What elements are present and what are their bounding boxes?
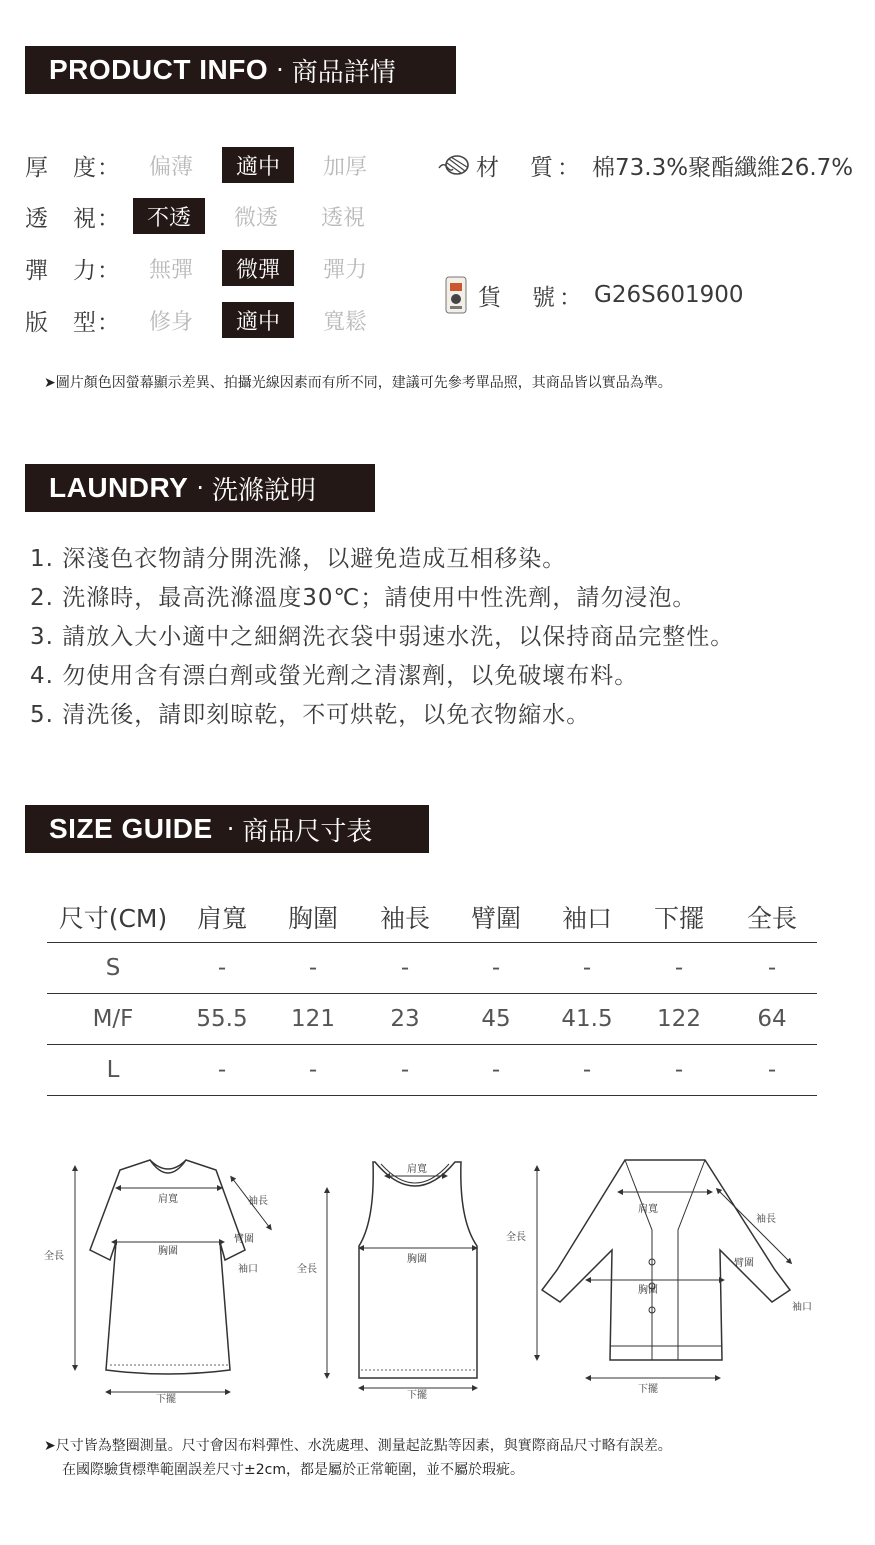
banner-title-en: LAUNDRY xyxy=(49,472,189,503)
table-cell: - xyxy=(631,1044,727,1095)
size-note-line2 xyxy=(62,1459,524,1479)
table-cell: - xyxy=(179,1044,265,1095)
column-header: 袖口 xyxy=(543,892,631,942)
attribute-option-selected: 適中 xyxy=(222,147,294,183)
list-item: 1. 深淺色衣物請分開洗滌，以避免造成互相移染。 xyxy=(30,546,567,572)
table-cell: 64 xyxy=(727,993,817,1044)
attribute-row-thickness xyxy=(25,145,396,185)
table-cell: - xyxy=(631,942,727,993)
attribute-option: 寬鬆 xyxy=(322,309,367,335)
list-item: 4. 勿使用含有漂白劑或螢光劑之清潔劑，以免破壞布料。 xyxy=(30,663,639,689)
note-text: 在國際驗貨標準範圍誤差尺寸±2cm，都是屬於正常範圍，並不屬於瑕疵。 xyxy=(62,1462,524,1478)
diagram-label: 袖口 xyxy=(792,1302,812,1313)
diagram-label: 袖長 xyxy=(756,1214,776,1225)
attribute-option-selected: 不透 xyxy=(133,198,205,234)
diagram-label: 肩寬 xyxy=(638,1204,658,1215)
table-cell: - xyxy=(179,942,265,993)
column-header: 尺寸(CM) xyxy=(47,892,179,942)
attribute-option: 彈力 xyxy=(322,257,367,283)
table-cell: S xyxy=(47,942,179,993)
arrow-right-icon: ➤ xyxy=(44,1438,56,1454)
attribute-option: 修身 xyxy=(148,309,193,335)
size-guide-banner xyxy=(25,805,429,853)
table-cell: L xyxy=(47,1044,179,1095)
tank-outline xyxy=(359,1162,477,1378)
diagram-label: 下擺 xyxy=(407,1390,427,1401)
table-cell: - xyxy=(265,942,361,993)
diagram-label: 肩寬 xyxy=(407,1164,427,1175)
diagram-label: 臂圍 xyxy=(234,1234,254,1245)
table-cell: 23 xyxy=(361,993,449,1044)
note-text: 圖片顏色因螢幕顯示差異、拍攝光線因素而有所不同，建議可先參考單品照，其商品皆以實品為準。 xyxy=(55,375,672,391)
table-header-row xyxy=(47,892,817,942)
thread-spool-icon xyxy=(436,147,472,183)
banner-title-en: PRODUCT INFO xyxy=(49,54,269,85)
attribute-row-sheerness xyxy=(25,196,394,236)
table-cell: - xyxy=(543,1044,631,1095)
table-cell: - xyxy=(361,1044,449,1095)
banner-title-en: SIZE GUIDE xyxy=(49,813,213,844)
material-line xyxy=(436,147,853,183)
attribute-label: 版 型： xyxy=(25,309,121,336)
table-cell: 45 xyxy=(449,993,543,1044)
table-row xyxy=(47,942,817,993)
diagram-label: 胸圍 xyxy=(638,1285,658,1296)
item-number-label: 貨 號： xyxy=(478,284,586,311)
attribute-option-selected: 微彈 xyxy=(222,250,294,286)
column-header: 臂圍 xyxy=(449,892,543,942)
banner-title-zh: 商品詳情 xyxy=(291,57,396,88)
attribute-option: 偏薄 xyxy=(148,154,193,180)
column-header: 肩寬 xyxy=(179,892,265,942)
note-text: 尺寸皆為整圈測量。尺寸會因布料彈性、水洗處理、測量起訖點等因素，與實際商品尺寸略有誤差。 xyxy=(55,1438,672,1454)
material-label: 材 質： xyxy=(476,154,584,181)
product-info-note xyxy=(44,372,672,392)
column-header: 袖長 xyxy=(361,892,449,942)
table-cell: - xyxy=(265,1044,361,1095)
table-cell: 121 xyxy=(265,993,361,1044)
item-number-line xyxy=(438,277,744,313)
table-cell: - xyxy=(449,1044,543,1095)
table-cell: M/F xyxy=(47,993,179,1044)
diagram-label: 下擺 xyxy=(638,1384,658,1395)
size-table xyxy=(47,892,817,1096)
table-cell: 55.5 xyxy=(179,993,265,1044)
table-cell: 41.5 xyxy=(543,993,631,1044)
diagram-label: 肩寬 xyxy=(158,1194,178,1205)
laundry-instructions-list xyxy=(30,540,734,735)
table-cell: 122 xyxy=(631,993,727,1044)
tank-diagram xyxy=(295,1150,495,1410)
cardigan-diagram xyxy=(500,1150,830,1410)
table-cell: - xyxy=(361,942,449,993)
banner-title-zh: 商品尺寸表 xyxy=(242,816,373,847)
column-header: 下擺 xyxy=(631,892,727,942)
attribute-option: 微透 xyxy=(233,205,278,231)
attribute-option: 加厚 xyxy=(322,154,367,180)
attribute-option: 透視 xyxy=(320,205,365,231)
diagram-label: 全長 xyxy=(506,1232,526,1243)
list-item: 3. 請放入大小適中之細網洗衣袋中弱速水洗，以保持商品完整性。 xyxy=(30,624,735,650)
table-row xyxy=(47,1044,817,1095)
item-number-value: G26S601900 xyxy=(594,282,744,308)
diagram-label: 胸圍 xyxy=(407,1254,427,1265)
banner-separator: · xyxy=(276,56,284,84)
diagram-label: 全長 xyxy=(297,1264,317,1275)
list-item: 2. 洗滌時，最高洗滌溫度30℃；請使用中性洗劑，請勿浸泡。 xyxy=(30,585,697,611)
banner-separator: · xyxy=(226,815,235,843)
table-cell: - xyxy=(727,942,817,993)
laundry-banner xyxy=(25,464,375,512)
tshirt-diagram xyxy=(40,1150,290,1410)
tag-icon xyxy=(438,277,474,313)
attribute-label: 彈 力： xyxy=(25,257,121,284)
table-cell: - xyxy=(449,942,543,993)
tshirt-outline xyxy=(90,1160,245,1374)
column-header: 全長 xyxy=(727,892,817,942)
diagram-label: 臂圍 xyxy=(734,1258,754,1269)
banner-title-zh: 洗滌說明 xyxy=(211,475,316,506)
size-note-line1 xyxy=(44,1435,672,1455)
attribute-row-fit xyxy=(25,300,396,340)
attribute-label: 厚 度： xyxy=(25,154,121,181)
attribute-option: 無彈 xyxy=(148,257,193,283)
material-value: 棉73.3%聚酯纖維26.7% xyxy=(592,154,854,181)
table-cell: - xyxy=(543,942,631,993)
diagram-label: 下擺 xyxy=(156,1394,176,1405)
column-header: 胸圍 xyxy=(265,892,361,942)
attribute-label: 透 視： xyxy=(25,205,121,232)
list-item: 5. 清洗後，請即刻晾乾，不可烘乾，以免衣物縮水。 xyxy=(30,702,591,728)
attribute-option-selected: 適中 xyxy=(222,302,294,338)
arrow-right-icon: ➤ xyxy=(44,375,56,391)
product-info-banner xyxy=(25,46,456,94)
diagram-label: 袖口 xyxy=(238,1264,258,1275)
diagram-label: 全長 xyxy=(44,1251,64,1262)
banner-separator: · xyxy=(196,474,204,502)
diagram-label: 袖長 xyxy=(248,1196,268,1207)
diagram-label: 胸圍 xyxy=(158,1246,178,1257)
attribute-row-elasticity xyxy=(25,248,396,288)
table-cell: - xyxy=(727,1044,817,1095)
table-row xyxy=(47,993,817,1044)
